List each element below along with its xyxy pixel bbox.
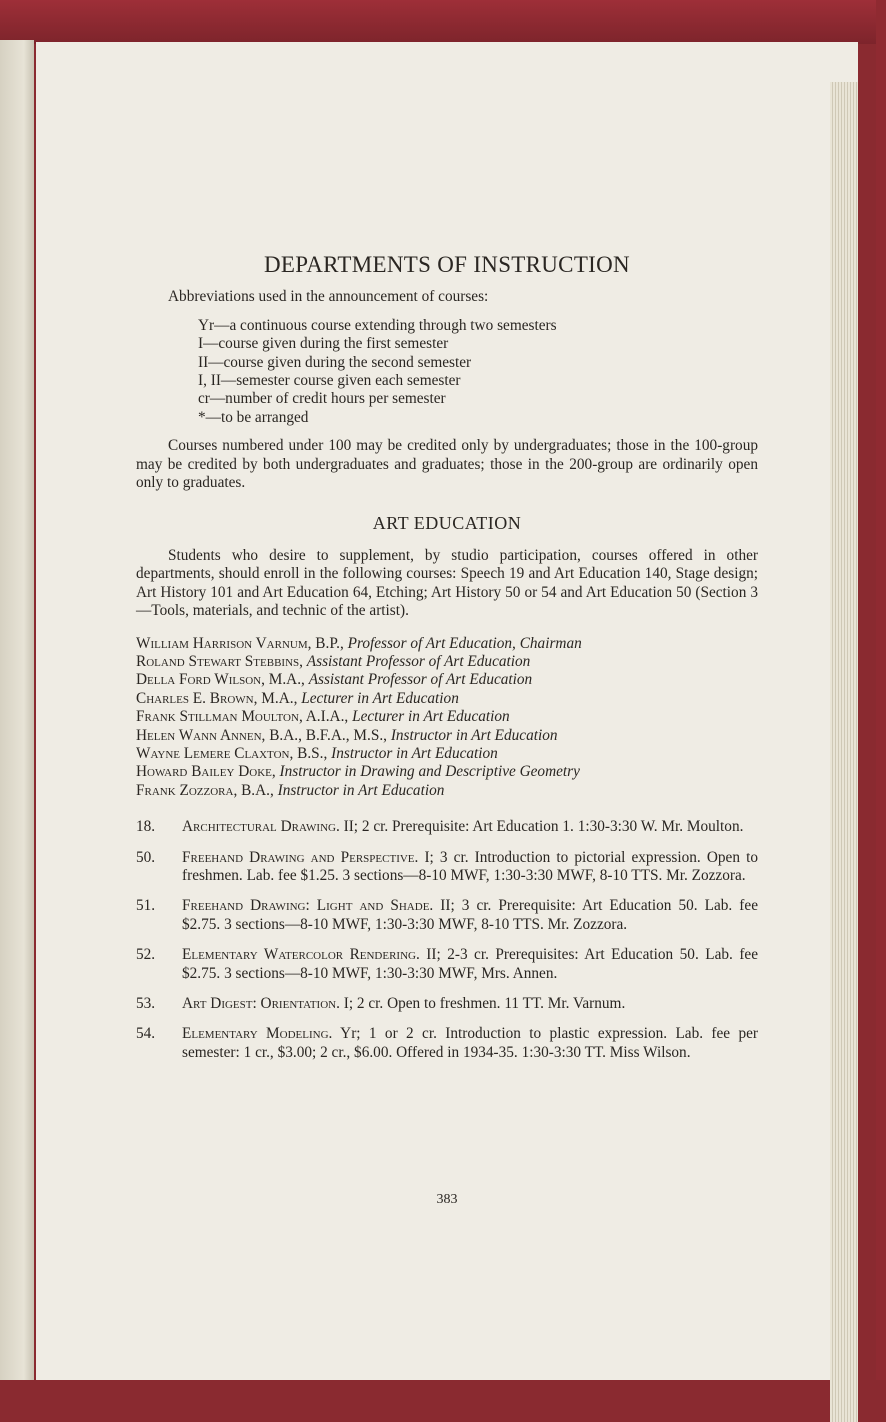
staff-degree: , M.A., (253, 689, 302, 707)
facing-page-edge (0, 40, 34, 1380)
abbreviation-item: *—to be arranged (198, 408, 309, 426)
staff-entry (136, 727, 758, 745)
staff-title: Instructor in Art Education (331, 744, 498, 762)
course-entry (136, 946, 758, 983)
course-entry (136, 897, 758, 934)
abbreviations-intro: Abbreviations used in the announcement of courses: (168, 288, 489, 306)
staff-name: Howard Bailey Doke (136, 763, 272, 781)
staff-degree: , (299, 652, 307, 670)
course-entry (136, 995, 758, 1013)
course-description: I; 2 cr. Open to freshmen. 11 TT. Mr. Varnum. (339, 995, 626, 1012)
staff-degree: , B.S., (289, 744, 332, 762)
staff-degree: , M.A., (261, 671, 309, 689)
staff-degree: , (271, 763, 280, 781)
page-title: DEPARTMENTS OF INSTRUCTION (264, 252, 630, 277)
staff-name: Roland Stewart Stebbins (136, 652, 300, 670)
staff-list (136, 635, 758, 801)
staff-entry (136, 782, 758, 800)
staff-entry (136, 708, 758, 726)
course-number: 18. (136, 818, 156, 836)
course-description: II; 2-3 cr. Prerequisites: Art Education 50. Lab. fee $2.75. 3 sections—8-10 MWF, 1:30-3:30 MWF, Mrs. Annen. (182, 946, 758, 982)
staff-entry (136, 690, 758, 708)
section-intro: Students who desire to supplement, by studio participation, courses offered in other departments, should enroll in the following courses: Speech 19 and Art Education 140, Stage design; Art History 101 and Art Education 64, Etching; Art History 50 or 54 and Art Education 50 (Section 3—Tools, materials, and technic of the artist). (136, 546, 758, 620)
staff-title: Lecturer in Art Education (301, 689, 459, 707)
abbreviation-item: II—course given during the second semester (198, 353, 472, 371)
course-name: Elementary Modeling. (182, 1025, 333, 1043)
staff-title: Lecturer in Art Education (352, 708, 510, 726)
course-name: Elementary Watercolor Rendering. (182, 946, 420, 964)
staff-degree: , B.A., B.F.A., M.S., (261, 726, 391, 744)
course-name: Freehand Drawing and Perspective. (182, 848, 419, 866)
course-name: Art Digest: Orientation. (182, 995, 340, 1012)
course-number: 50. (136, 848, 156, 866)
course-description: II; 3 cr. Prerequisite: Art Education 50. Lab. fee $2.75. 3 sections—8-10 MWF, 1:30-3:30 MWF, 8-10 TTS. Mr. Zozzora. (182, 897, 758, 933)
staff-title: Instructor in Art Education (277, 781, 445, 799)
page-number: 383 (436, 1192, 458, 1207)
course-list (136, 818, 758, 1062)
section-title: ART EDUCATION (372, 513, 522, 534)
staff-name: Della Ford Wilson (136, 671, 262, 689)
staff-entry (136, 671, 758, 689)
course-name: Freehand Drawing: Light and Shade. (182, 897, 434, 915)
course-number: 52. (136, 946, 156, 964)
book-page (36, 42, 858, 1380)
course-description: II; 2 cr. Prerequisite: Art Education 1. 1:30-3:30 W. Mr. Moulton. (339, 818, 744, 836)
staff-name: Wayne Lemere Claxton (136, 744, 290, 762)
course-entry (136, 1025, 758, 1062)
abbreviation-item: Yr—a continuous course extending through two semesters (198, 316, 557, 334)
staff-entry (136, 763, 758, 781)
course-entry (136, 849, 758, 886)
page-content (136, 252, 758, 1074)
staff-title: Assistant Professor of Art Education (308, 671, 533, 689)
abbreviation-item: cr—number of credit hours per semester (198, 390, 446, 408)
course-entry (136, 818, 758, 836)
staff-entry (136, 653, 758, 671)
staff-entry (136, 635, 758, 653)
staff-name: William Harrison Varnum (136, 634, 308, 652)
staff-name: Frank Zozzora (136, 781, 234, 799)
course-description: Yr; 1 or 2 cr. Introduction to plastic expression. Lab. fee per semester: 1 cr., $3.00; 2 cr., $6.00. Offered in 1934-35. 1:30-3:30 TT. Miss Wilson. (182, 1025, 758, 1061)
course-number: 54. (136, 1025, 156, 1043)
abbreviation-item: I—course given during the first semester (198, 335, 449, 353)
abbreviation-item: I, II—semester course given each semester (198, 372, 461, 390)
staff-name: Charles E. Brown (136, 689, 254, 707)
staff-title: Instructor in Art Education (390, 726, 558, 744)
book-cover-right-edge (876, 0, 886, 1380)
course-number: 53. (136, 995, 156, 1012)
numbering-note: Courses numbered under 100 may be credited only by undergraduates; those in the 100-group may be credited by both undergraduates and graduates; those in the 200-group are ordinarily open only to graduates. (136, 437, 758, 492)
staff-degree: , A.I.A., (298, 708, 353, 726)
staff-degree: , B.A., (233, 781, 278, 799)
staff-title: Instructor in Drawing and Descriptive Geometry (279, 763, 580, 781)
course-description: I; 3 cr. Introduction to pictorial expression. Open to freshmen. Lab. fee $1.25. 3 sections—8-10 MWF, 1:30-3:30 MWF, 8-10 TTS. Mr. Zozzora. (182, 848, 758, 884)
staff-title: Assistant Professor of Art Education (306, 652, 531, 670)
abbreviations-list (198, 317, 758, 427)
staff-degree: , B.P., (307, 634, 348, 652)
course-number: 51. (136, 897, 156, 915)
staff-name: Helen Wann Annen (136, 726, 262, 744)
page-block-edge (830, 82, 858, 1422)
course-name: Architectural Drawing. (182, 818, 340, 836)
book-cover-top-edge (0, 0, 886, 44)
staff-title: Professor of Art Education, Chairman (347, 634, 582, 652)
staff-entry (136, 745, 758, 763)
staff-name: Frank Stillman Moulton (136, 708, 299, 726)
